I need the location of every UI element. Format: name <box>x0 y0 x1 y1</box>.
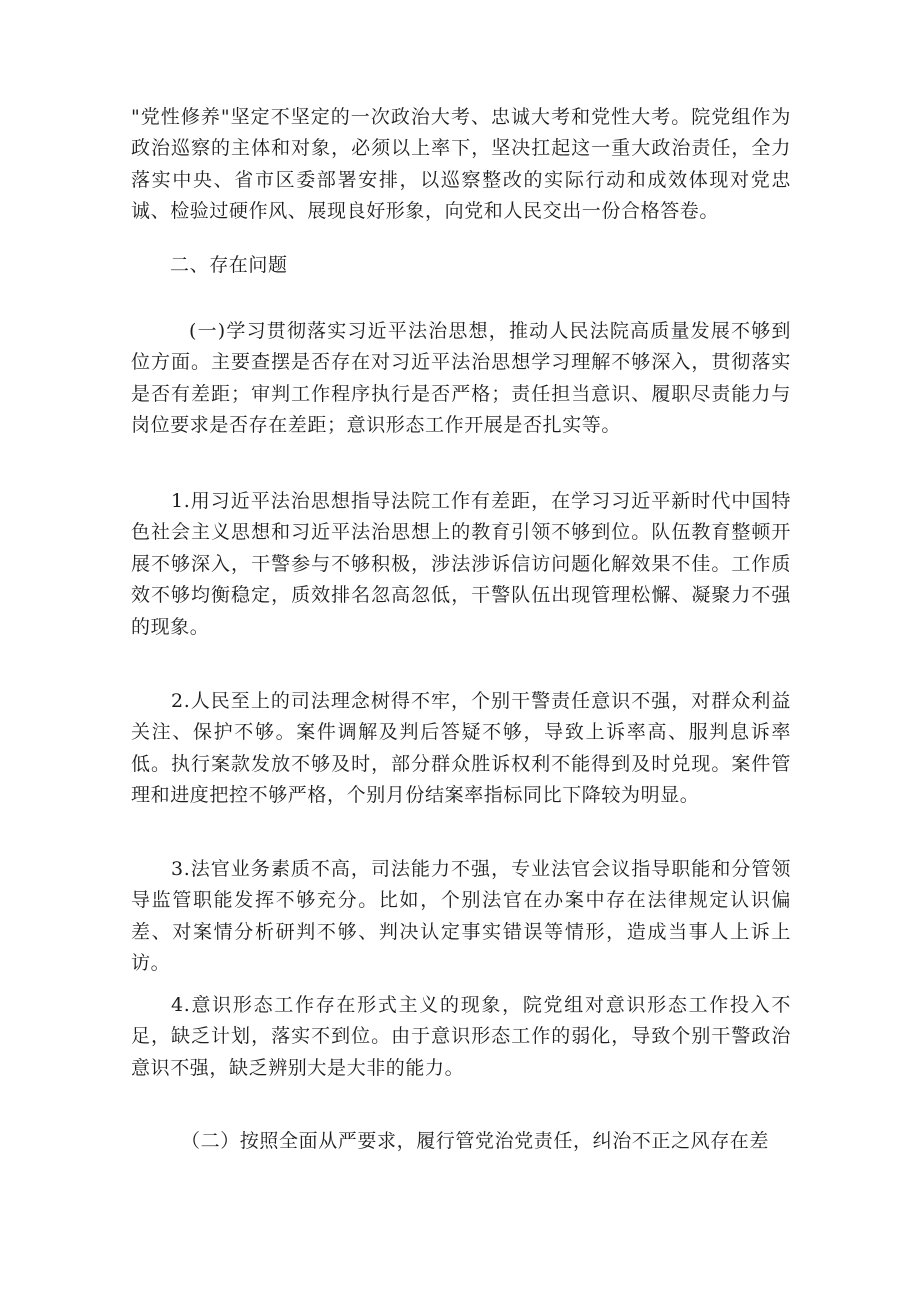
subsection-1-paragraph: (一)学习贯彻落实习近平法治思想，推动人民法院高质量发展不够到位方面。主要查摆是否存在对习近平法治思想学习理解不够深入，贯彻落实是否有差距；审判工作程序执行是否严格；责任担当意识、履职尽责能力与岗位要求是否存在差距；意识形态工作开展是否扎实等。 <box>131 320 791 437</box>
problem-item-4: 4.意识形态工作存在形式主义的现象，院党组对意识形态工作投入不足，缺乏计划，落实不到位。由于意识形态工作的弱化，导致个别干警政治意识不强，缺乏辨别大是大非的能力。 <box>131 994 791 1079</box>
subsection-2-paragraph: （二）按照全面从严要求，履行管党治党责任，纠治不正之风存在差 <box>181 1130 770 1152</box>
section-heading: 二、存在问题 <box>170 254 288 276</box>
problem-item-2: 2.人民至上的司法理念树得不牢，个别干警责任意识不强，对群众利益关注、保护不够。案件调解及判后答疑不够，导致上诉率高、服判息诉率低。执行案款发放不够及时，部分群众胜诉权利不能得到及时兑现。案件管理和进度把控不够严格，个别月份结案率指标同比下降较为明显。 <box>131 690 791 807</box>
problem-item-1: 1.用习近平法治思想指导法院工作有差距，在学习习近平新时代中国特色社会主义思想和习近平法治思想上的教育引领不够到位。队伍教育整顿开展不够深入，干警参与不够积极，涉法涉诉信访问题化解效果不佳。工作质效不够均衡稳定，质效排名忽高忽低，干警队伍出现管理松懈、凝聚力不强的现象。 <box>131 490 791 638</box>
intro-paragraph: "党性修养"坚定不坚定的一次政治大考、忠诚大考和党性大考。院党组作为政治巡察的主体和对象，必须以上率下，坚决扛起这一重大政治责任，全力落实中央、省市区委部署安排，以巡察整改的实际行动和成效体现对党忠诚、检验过硬作风、展现良好形象，向党和人民交出一份合格答卷。 <box>131 106 791 223</box>
problem-item-3: 3.法官业务素质不高，司法能力不强，专业法官会议指导职能和分管领导监管职能发挥不够充分。比如，个别法官在办案中存在法律规定认识偏差、对案情分析研判不够、判决认定事实错误等情形，造成当事人上诉上访。 <box>131 858 791 975</box>
